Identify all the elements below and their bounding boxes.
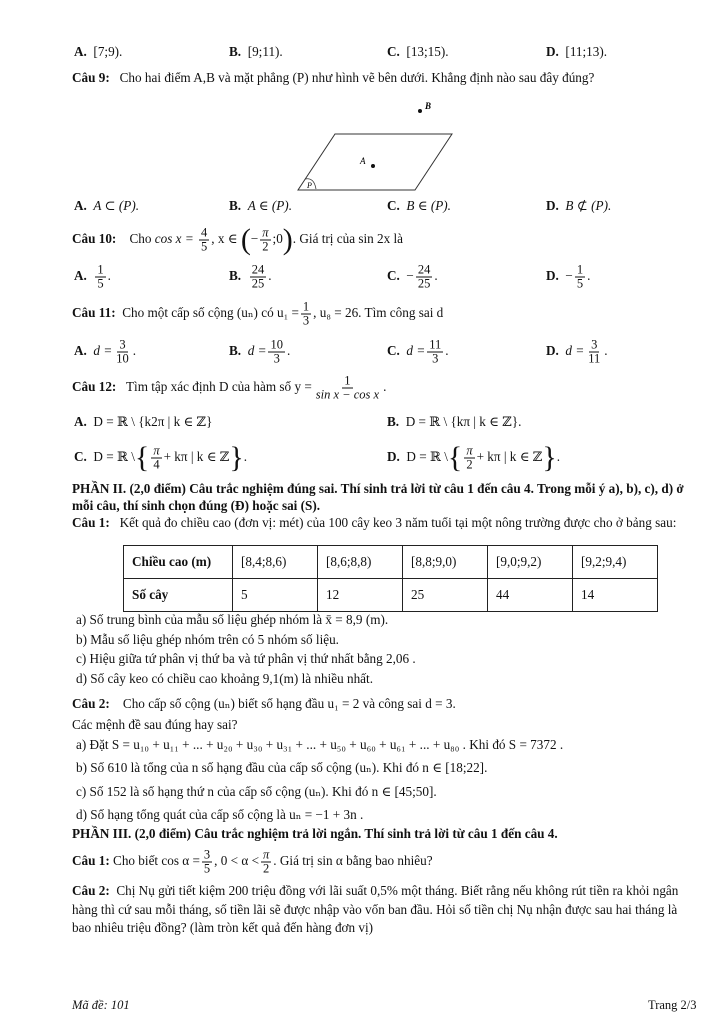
q10-option-a: A. $\frac{1}{5}$ . [74, 262, 111, 291]
part3-c1-text: Câu 1: Cho biết cos α = $\frac{3}{5}$ , 0 < α < $\frac{\pi}{2}$ . Giá trị sin α bằng bao nhiêu? [72, 847, 433, 876]
q10-cos-fraction: $\frac{4}{5}$ [201, 225, 208, 254]
c2-item-b: b) Số 610 là tổng của n số hạng đầu của cấp số cộng (uₙ). Khi đó n ∈ [18;22]. [76, 760, 488, 775]
q9-option-a: A. A ⊂ (P). [74, 198, 140, 213]
c1-item-b: b) Mẫu số liệu ghép nhóm trên có 5 nhóm số liệu. [76, 632, 339, 647]
c2-item-a: a) Đặt S = u₁₀ + u₁₁ + ... + u₂₀ + u₃₀ + u₃₁ + ... + u₅₀ + u₆₀ + u₆₁ + ... + u₈₀ . Khi đó S = 7372 . [76, 737, 564, 752]
part2-c1-text: Câu 1: Kết quả đo chiều cao (đơn vị: mét) của 100 cây keo 3 năm tuổi tại một nông trường được cho ở bảng sau: [72, 515, 677, 530]
table-cell: [8,6;8,8) [318, 546, 403, 579]
q11-option-a: A. d = $\frac{3}{10}$ . [74, 337, 137, 366]
q11-u1-fraction: $\frac{1}{3}$ [302, 299, 310, 328]
point-a-label: A [360, 156, 366, 166]
exam-code: Mã đề: 101 [72, 998, 130, 1012]
q8-option-a: A. [7;9). [74, 44, 123, 59]
table-cell: [9,0;9,2) [488, 546, 573, 579]
part3-title: PHẦN III. (2,0 điểm) Câu trắc nghiệm trả lời ngắn. Thí sinh trả lời từ câu 1 đến câu 4. [72, 826, 558, 841]
table-cell: 5 [233, 579, 318, 612]
c2-item-c: c) Số 152 là số hạng thứ n của cấp số cộng (uₙ). Khi đó n ∈ [45;50]. [76, 784, 437, 799]
q12-option-b: B. D = ℝ \ {kπ | k ∈ ℤ}. [387, 414, 522, 429]
c1-item-a: a) Số trung bình của mẫu số liệu ghép nhóm là x̄ = 8,9 (m). [76, 612, 389, 627]
q12-option-a: A. D = ℝ \ {k2π | k ∈ ℤ} [74, 414, 213, 429]
part3-c2-text: Câu 2: Chị Nụ gửi tiết kiệm 200 triệu đồng với lãi suất 0,5% một tháng. Biết rằng nếu không rút tiền ra khỏi ngân hàng thì cứ sau mỗi tháng, số tiền lãi sẽ được nhập vào vốn ban đầu. Hỏi số tiền chị Nụ nhận được sau hai tháng là bao nhiêu triệu đồng? (làm tròn kết quả đến hàng đơn vị) [72, 883, 679, 935]
q11-option-b: B. d = $\frac{10}{3}$ . [229, 337, 291, 366]
page-number: Trang 2/3 [648, 998, 697, 1012]
point-a-dot [371, 164, 375, 168]
q8-option-c: C. [13;15). [387, 44, 449, 59]
q9-option-c: C. B ∈ (P). [387, 198, 451, 213]
part2-c2-question: Các mệnh đề sau đúng hay sai? [72, 717, 238, 732]
table-cell: 25 [403, 579, 488, 612]
q12-function-fraction: $\frac{1}{\text{sin x − cos x}}$ [315, 373, 380, 402]
q8-option-d: D. [11;13). [546, 44, 608, 59]
part2-title: PHẦN II. (2,0 điểm) Câu trắc nghiệm đúng sai. Thí sinh trả lời từ câu 1 đến câu 4. Trong mỗi ý a), b), c), d) ở mỗi câu, thí sinh chọn đúng (Đ) hoặc sai (S). [72, 481, 684, 513]
q10-option-c: C. − $\frac{24}{25}$ . [387, 262, 438, 291]
q11-option-d: D. d = $\frac{3}{11}$ . [546, 337, 608, 366]
plane-figure [290, 96, 460, 196]
c1-item-c: c) Hiệu giữa tứ phân vị thứ ba và tứ phân vị thứ nhất bằng 2,06 . [76, 651, 416, 666]
q10-text: Câu 10: Cho cos x = $\frac{4}{5}$ , x ∈ (− $\frac{\pi}{2}$ ;0). Giá trị của sin 2x là [72, 223, 404, 256]
q9-option-d: D. B ⊄ (P). [546, 198, 612, 213]
q12-option-c: C. D = ℝ \{ $\frac{\pi}{4}$ + kπ | k ∈ ℤ}. [74, 441, 248, 474]
pi-half-fraction: $\frac{\pi}{2}$ [263, 847, 270, 876]
q12-text: Câu 12: Tìm tập xác định D của hàm số y = $\frac{1}{\text{sin x − cos x}}$ . [72, 373, 387, 402]
q9-text: Câu 9: Cho hai điểm A,B và mặt phẳng (P) như hình vẽ bên dưới. Khẳng định nào sau đây đúng? [72, 70, 595, 85]
q11-option-c: C. d = $\frac{11}{3}$ . [387, 337, 449, 366]
plane-p-label: P [307, 181, 312, 190]
plane-p-outline [298, 134, 452, 190]
q10-pi-fraction: $\frac{\pi}{2}$ [262, 225, 269, 254]
table-cell: 12 [318, 579, 403, 612]
height-frequency-table [123, 545, 658, 612]
c2-item-d: d) Số hạng tổng quát của cấp số cộng là uₙ = −1 + 3n . [76, 807, 364, 822]
table-cell: [8,4;8,6) [233, 546, 318, 579]
table-header: Chiều cao (m) [124, 546, 233, 579]
table-row [124, 579, 658, 612]
table-row-label: Số cây [124, 579, 233, 612]
q10-option-d: D. − $\frac{1}{5}$ . [546, 262, 591, 291]
q8-option-b: B. [9;11). [229, 44, 283, 59]
q9-option-b: B. A ∈ (P). [229, 198, 292, 213]
table-row [124, 546, 658, 579]
c1-item-d: d) Số cây keo có chiều cao khoảng 9,1(m) là nhiều nhất. [76, 671, 373, 686]
table-cell: [9,2;9,4) [573, 546, 658, 579]
part2-c2-text: Câu 2: Cho cấp số cộng (uₙ) biết số hạng đầu u₁ = 2 và công sai d = 3. [72, 696, 456, 711]
cos-alpha-fraction: $\frac{3}{5}$ [203, 847, 211, 876]
table-cell: [8,8;9,0) [403, 546, 488, 579]
q11-text: Câu 11: Cho một cấp số cộng (uₙ) có u₁ = $\frac{1}{3}$ , u₈ = 26. Tìm công sai d [72, 299, 444, 328]
point-b-dot [418, 109, 422, 113]
table-cell: 14 [573, 579, 658, 612]
q12-option-d: D. D = ℝ \{ $\frac{\pi}{2}$ + kπ | k ∈ ℤ}. [387, 441, 561, 474]
q10-option-b: B. $\frac{24}{25}$ . [229, 262, 272, 291]
point-b-label: B [425, 101, 432, 111]
table-cell: 44 [488, 579, 573, 612]
